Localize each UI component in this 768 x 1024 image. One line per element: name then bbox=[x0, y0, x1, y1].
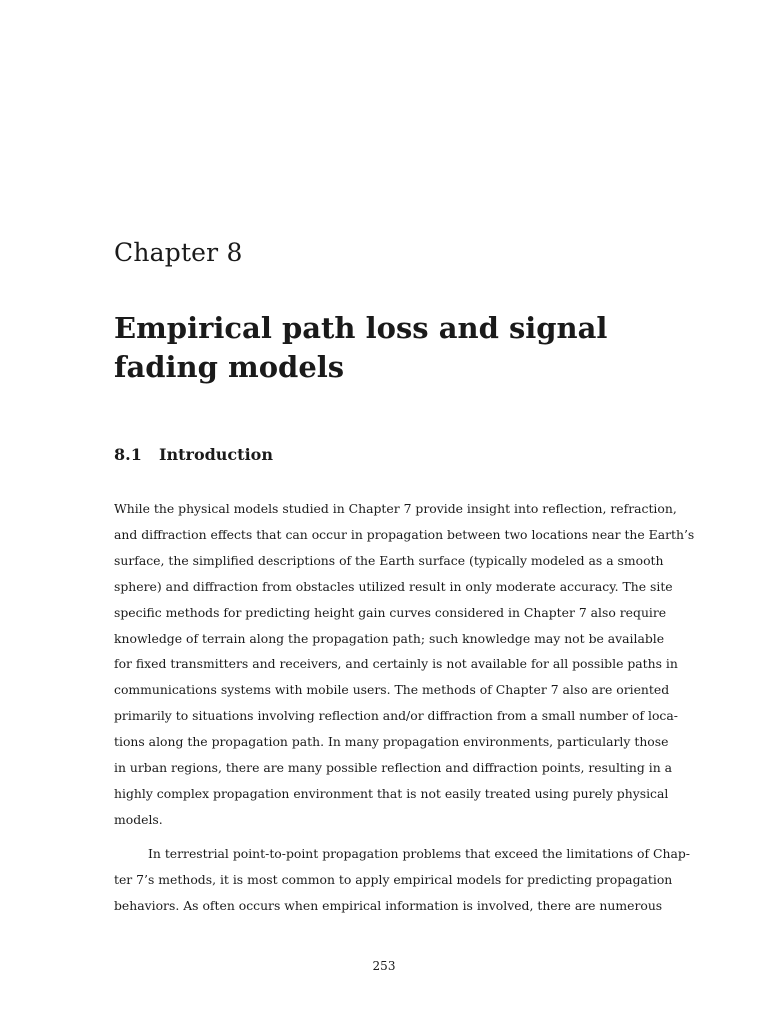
section-heading bbox=[114, 443, 273, 467]
body-text bbox=[114, 496, 695, 919]
section-number: 8.1 bbox=[114, 445, 142, 464]
page-number: 253 bbox=[372, 959, 396, 973]
text-line: and diffraction effects that can occur in propagation between two locations near the Earth’s bbox=[114, 526, 695, 542]
paragraph-2 bbox=[114, 841, 690, 919]
section-title: Introduction bbox=[159, 445, 273, 464]
text-line: highly complex propagation environment that is not easily treated using purely physical bbox=[114, 785, 669, 801]
text-line: for fixed transmitters and receivers, and certainly is not available for all possible paths in bbox=[114, 656, 678, 672]
text-line: behaviors. As often occurs when empirical information is involved, there are numerous bbox=[114, 897, 663, 913]
text-line: tions along the propagation path. In many propagation environments, particularly those bbox=[114, 734, 669, 750]
text-line: models. bbox=[114, 811, 163, 827]
chapter-label: Chapter 8 bbox=[114, 238, 243, 267]
text-line: specific methods for predicting height gain curves considered in Chapter 7 also require bbox=[114, 604, 667, 620]
text-line: knowledge of terrain along the propagation path; such knowledge may not be available bbox=[114, 630, 665, 646]
chapter-title: Empirical path loss and signal fading models bbox=[114, 311, 608, 384]
paragraph-1 bbox=[114, 496, 695, 833]
text-line: In terrestrial point-to-point propagation problems that exceed the limitations of Chap- bbox=[148, 845, 690, 861]
text-line: in urban regions, there are many possible reflection and diffraction points, resulting in a bbox=[114, 760, 672, 776]
text-line: sphere) and diffraction from obstacles utilized result in only moderate accuracy. The site bbox=[114, 578, 673, 594]
text-line: ter 7’s methods, it is most common to apply empirical models for predicting propagation bbox=[114, 871, 673, 887]
text-line: surface, the simplified descriptions of the Earth surface (typically modeled as a smooth bbox=[114, 552, 664, 568]
text-line: primarily to situations involving reflection and/or diffraction from a small number of loca- bbox=[114, 708, 678, 724]
text-line: While the physical models studied in Chapter 7 provide insight into reflection, refraction, bbox=[114, 501, 677, 516]
text-line: communications systems with mobile users. The methods of Chapter 7 also are oriented bbox=[114, 682, 670, 698]
